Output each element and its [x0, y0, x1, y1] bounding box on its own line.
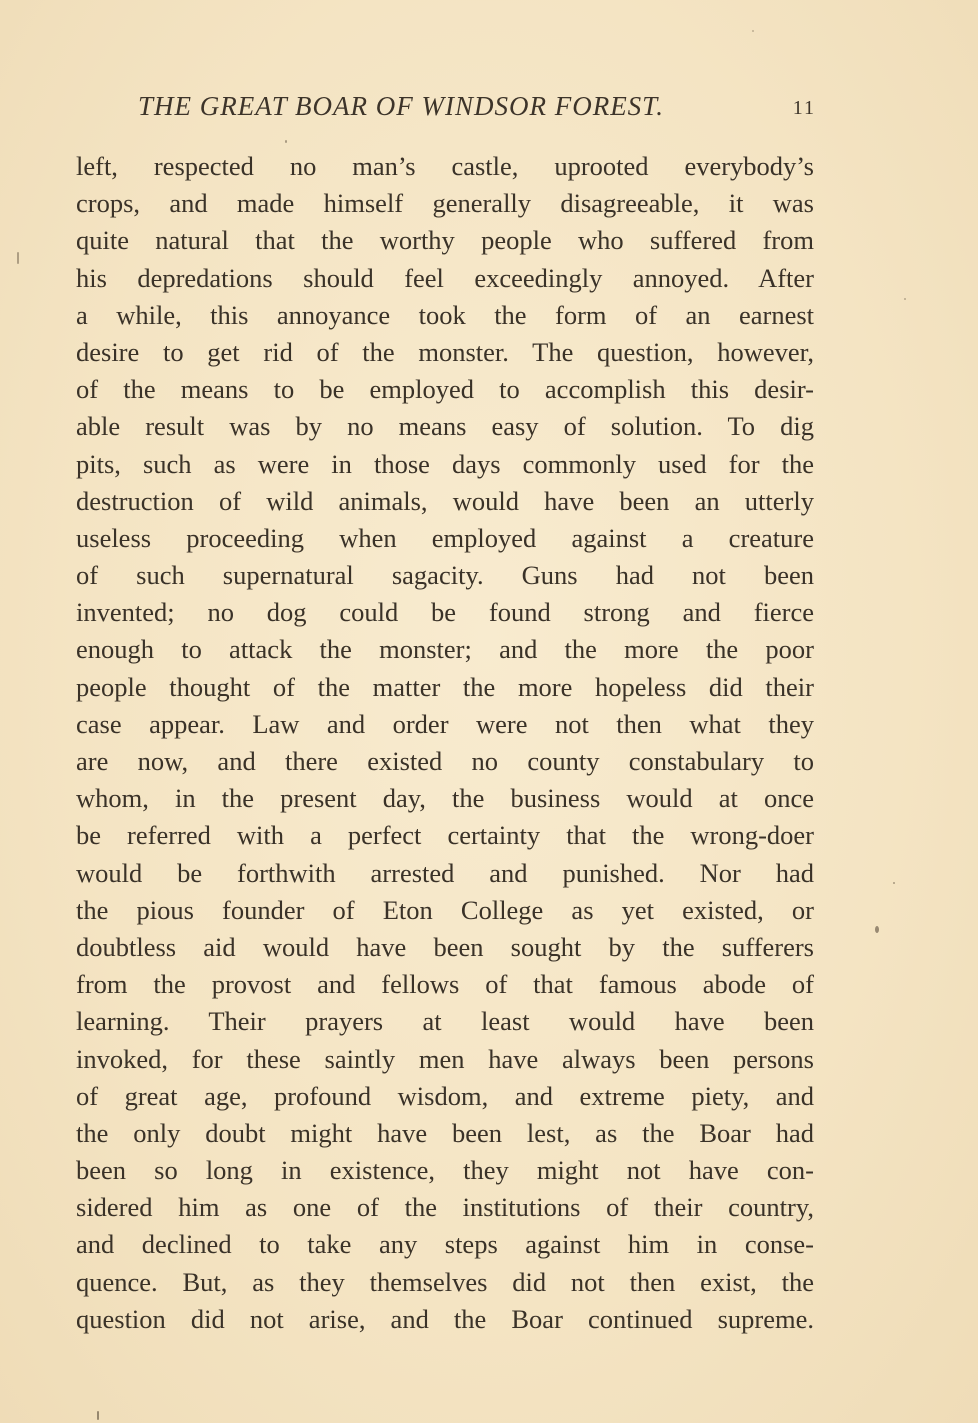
- text-line: and declined to take any steps against him in conse-: [76, 1229, 814, 1260]
- text-line: of the means to be employed to accomplish this desir-: [76, 374, 814, 405]
- text-line: case appear. Law and order were not then what they: [76, 708, 814, 739]
- running-head: [76, 86, 814, 126]
- text-line: desire to get rid of the monster. The question, however,: [76, 336, 814, 367]
- text-line: whom, in the present day, the business would at once: [76, 783, 814, 814]
- text-line: enough to attack the monster; and the more the poor: [76, 634, 814, 665]
- page-number: 11: [792, 97, 816, 119]
- text-line: doubtless aid would have been sought by the sufferers: [76, 931, 814, 962]
- paper-speck: [285, 140, 287, 143]
- text-line: invented; no dog could be found strong and fierce: [76, 597, 814, 628]
- text-line: be referred with a perfect certainty that the wrong-doer: [76, 820, 814, 851]
- text-line: quence. But, as they themselves did not then exist, the: [76, 1266, 814, 1297]
- text-line: sidered him as one of the institutions of their country,: [76, 1192, 814, 1223]
- paper-speck: [893, 882, 895, 884]
- text-line: crops, and made himself generally disagreeable, it was: [76, 188, 814, 219]
- paper-speck: [875, 926, 879, 933]
- text-line: useless proceeding when employed against a creature: [76, 522, 814, 553]
- text-line: people thought of the matter the more hopeless did their: [76, 671, 814, 702]
- text-line: the pious founder of Eton College as yet existed, or: [76, 894, 814, 925]
- text-line: of great age, profound wisdom, and extreme piety, and: [76, 1080, 814, 1111]
- text-line: able result was by no means easy of solution. To dig: [76, 411, 814, 442]
- paper-speck: [752, 30, 754, 32]
- text-line: from the provost and fellows of that famous abode of: [76, 969, 814, 1000]
- text-line: quite natural that the worthy people who suffered from: [76, 225, 814, 256]
- paper-speck: [17, 252, 19, 264]
- text-line: of such supernatural sagacity. Guns had not been: [76, 560, 814, 591]
- text-line: destruction of wild animals, would have been an utterly: [76, 485, 814, 516]
- text-line: invoked, for these saintly men have always been persons: [76, 1043, 814, 1074]
- text-line: pits, such as were in those days commonly used for the: [76, 448, 814, 479]
- text-line: been so long in existence, they might not have con-: [76, 1155, 814, 1186]
- text-line: a while, this annoyance took the form of an earnest: [76, 299, 814, 330]
- paper-speck: [97, 1411, 99, 1420]
- body-text: [76, 148, 814, 1338]
- text-line: the only doubt might have been lest, as the Boar had: [76, 1117, 814, 1148]
- text-line: would be forthwith arrested and punished. Nor had: [76, 857, 814, 888]
- text-line: question did not arise, and the Boar continued supreme.: [76, 1303, 814, 1334]
- text-line: are now, and there existed no county constabulary to: [76, 746, 814, 776]
- text-line: left, respected no man’s castle, uprooted everybody’s: [76, 151, 814, 181]
- text-line: his depredations should feel exceedingly annoyed. After: [76, 262, 814, 293]
- running-title: THE GREAT BOAR OF WINDSOR FOREST.: [138, 91, 664, 121]
- paper-speck: [904, 298, 906, 300]
- text-line: learning. Their prayers at least would have been: [76, 1006, 814, 1037]
